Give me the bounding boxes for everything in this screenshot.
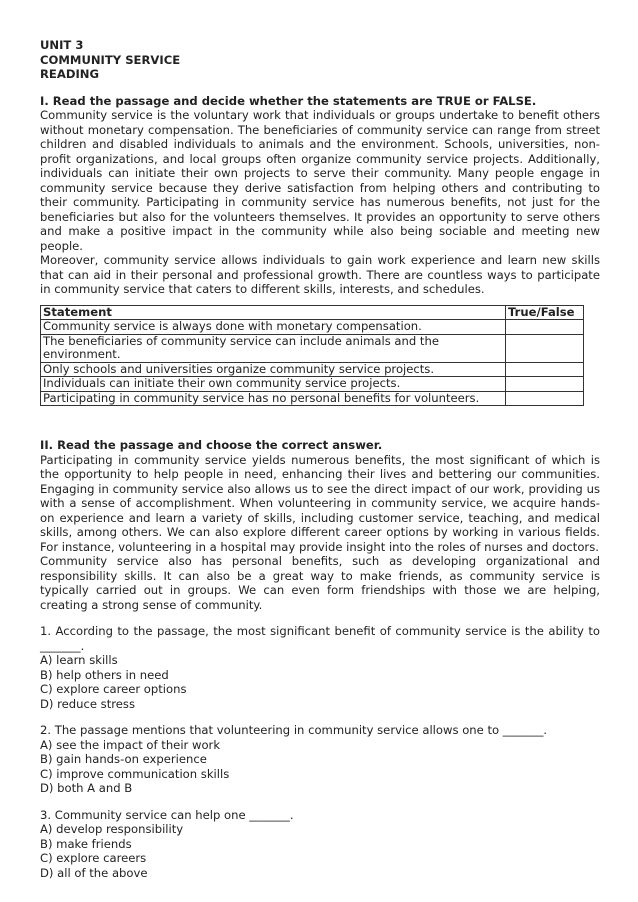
question-stem: 1. According to the passage, the most significant benefit of community service is the ability to _______. — [40, 624, 600, 653]
statement-cell: Individuals can initiate their own community service projects. — [41, 377, 506, 392]
option-b[interactable]: B) help others in need — [40, 667, 169, 682]
question-3 — [40, 808, 600, 881]
part2-paragraph: Community service also has personal benefits, such as developing organizational and responsibility skills. It can also be a great way to make friends, as community service is typically carried out in groups. We can even form friendships with those we are helping, creating a strong sense of community. — [40, 554, 600, 612]
answer-cell[interactable] — [506, 377, 584, 392]
topic-heading: COMMUNITY SERVICE — [40, 52, 181, 67]
option-c[interactable]: C) improve communication skills — [40, 766, 230, 781]
question-1 — [40, 624, 600, 711]
answer-cell[interactable] — [506, 334, 584, 362]
true-false-table — [40, 305, 584, 407]
table-row — [41, 362, 584, 377]
option-d[interactable]: D) both A and B — [40, 781, 133, 795]
table-header-row — [41, 305, 584, 320]
statement-cell: Participating in community service has no personal benefits for volunteers. — [41, 391, 506, 406]
answer-cell[interactable] — [506, 320, 584, 335]
part1-paragraph: Community service is the voluntary work that individuals or groups undertake to benefit others without monetary compensation. The beneficiaries of community service can range from street children and disabled individuals to animals and the environment. Schools, universities, non-profit organizations, and local groups often organize community service projects. Additionally, individuals can initiate their own projects to serve their community. Many people engage in community service because they derive satisfaction from helping others and contributing to their community. Participating in community service has numerous benefits, not just for the beneficiaries but also for the volunteers themselves. It provides an opportunity to serve others and make a positive impact in the community while also being sociable and meeting new people. — [40, 108, 600, 253]
question-stem: 2. The passage mentions that volunteering in community service allows one to _______. — [40, 723, 548, 737]
answer-cell[interactable] — [506, 362, 584, 377]
statement-cell: Only schools and universities organize community service projects. — [41, 362, 506, 377]
part2-title: II. Read the passage and choose the correct answer. — [40, 438, 383, 452]
option-b[interactable]: B) make friends — [40, 836, 132, 851]
option-b[interactable]: B) gain hands-on experience — [40, 752, 207, 766]
question-stem: 3. Community service can help one _______. — [40, 807, 294, 822]
option-d[interactable]: D) reduce stress — [40, 696, 135, 711]
answer-cell[interactable] — [506, 391, 584, 406]
unit-heading: UNIT 3 — [40, 38, 84, 52]
option-a[interactable]: A) learn skills — [40, 653, 118, 667]
part1-paragraph: Moreover, community service allows individuals to gain work experience and learn new skills that can aid in their personal and professional growth. There are countless ways to participate in community service that caters to different skills, interests, and schedules. — [40, 253, 600, 296]
statement-cell: The beneficiaries of community service can include animals and the environment. — [41, 334, 506, 362]
part1-title: I. Read the passage and decide whether the statements are TRUE or FALSE. — [40, 93, 537, 108]
section-heading: READING — [40, 67, 99, 81]
table-row — [41, 320, 584, 335]
option-c[interactable]: C) explore career options — [40, 682, 187, 696]
option-d[interactable]: D) all of the above — [40, 865, 148, 880]
worksheet — [40, 38, 600, 880]
part2-paragraph: Participating in community service yields numerous benefits, the most significant of which is the opportunity to help people in need, enhancing their lives and bettering our communities. Engaging in community service also allows us to see the direct impact of our work, providing us with a sense of accomplishment. When volunteering in community service, we acquire hands-on experience and learn a variety of skills, including customer service, teaching, and medical skills, among others. We can also explore different career options by working in various fields. For instance, volunteering in a hospital may provide insight into the roles of nurses and doctors. — [40, 452, 600, 554]
true-false-header: True/False — [506, 305, 584, 320]
statement-header: Statement — [41, 305, 506, 320]
question-2 — [40, 723, 600, 796]
table-row — [41, 391, 584, 406]
option-c[interactable]: C) explore careers — [40, 851, 147, 865]
table-row — [41, 377, 584, 392]
option-a[interactable]: A) develop responsibility — [40, 822, 184, 836]
table-row — [41, 334, 584, 362]
option-a[interactable]: A) see the impact of their work — [40, 737, 221, 752]
statement-cell: Community service is always done with monetary compensation. — [41, 320, 506, 335]
